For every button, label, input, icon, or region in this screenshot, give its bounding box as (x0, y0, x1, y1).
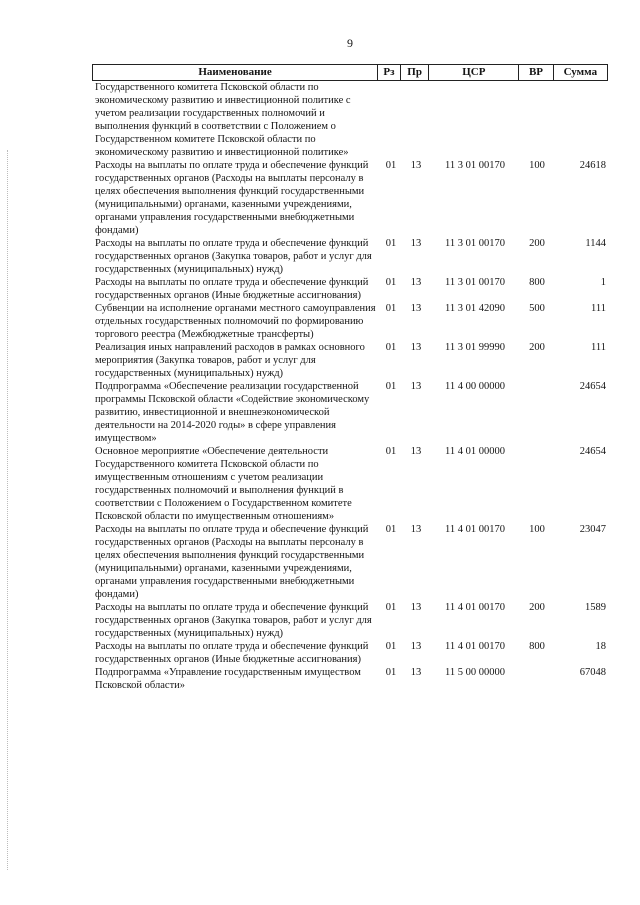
cell-sum: 24654 (579, 381, 606, 392)
cell-pr: 13 (410, 641, 422, 652)
header-rz: Рз (377, 65, 400, 80)
cell-rz: 01 (385, 342, 397, 353)
cell-pr: 13 (410, 342, 422, 353)
table-row (92, 302, 608, 341)
cell-pr: 13 (410, 524, 422, 535)
budget-table (92, 64, 608, 692)
cell-name: Расходы на выплаты по оплате труда и обеспечение функций государственных органов (Закупка товаров, работ и услуг для государственных (муниципальных) нужд) (95, 602, 372, 639)
cell-rz (380, 81, 402, 159)
cell-rz: 01 (385, 602, 397, 613)
cell-sum: 24654 (579, 446, 606, 457)
cell-name: Расходы на выплаты по оплате труда и обеспечение функций государственных органов (Расходы на выплаты персоналу в целях обеспечения выполнения функций государственными (муниципальными) органами, казенными учреждениями, органами управления государственными внебюджетными фондами) (95, 160, 369, 236)
cell-rz: 01 (385, 160, 397, 171)
cell-csr: 11 4 01 00000 (445, 446, 505, 457)
header-pr: Пр (400, 65, 429, 80)
cell-csr: 11 3 01 00170 (445, 277, 505, 288)
cell-pr: 13 (410, 446, 422, 457)
cell-sum: 111 (591, 342, 606, 353)
cell-name: Расходы на выплаты по оплате труда и обеспечение функций государственных органов (Закупка товаров, работ и услуг для государственных (муниципальных) нужд) (95, 238, 372, 275)
cell-vr: 800 (529, 641, 545, 652)
page-number: 9 (347, 36, 353, 50)
cell-name: Основное мероприятие «Обеспечение деятельности Государственного комитета Псковской области по имущественным отношениям с учетом реализации государственных полномочий и выполнения функций в соответствии с Положением о Государственном комитете Псковской области по имущественным отношениям» (95, 446, 352, 522)
table-row (92, 640, 608, 666)
cell-sum (554, 81, 608, 159)
cell-name: Расходы на выплаты по оплате труда и обеспечение функций государственных органов (Иные бюджетные ассигнования) (95, 277, 369, 301)
table-row (92, 445, 608, 523)
table-row (92, 601, 608, 640)
cell-sum: 1 (600, 277, 606, 288)
table-row (92, 81, 608, 159)
cell-vr: 100 (529, 160, 545, 171)
table-row (92, 276, 608, 302)
cell-csr: 11 4 00 00000 (445, 381, 505, 392)
cell-pr: 13 (410, 238, 422, 249)
cell-pr (402, 81, 430, 159)
cell-name: Субвенции на исполнение органами местного самоуправления отдельных государственных полномочий по формированию торгового реестра (Межбюджетные трансферты) (95, 303, 376, 340)
header-name: Наименование (198, 66, 272, 78)
cell-vr (520, 81, 554, 159)
cell-sum: 111 (591, 303, 606, 314)
cell-vr: 500 (529, 303, 545, 314)
cell-vr: 100 (529, 524, 545, 535)
cell-csr: 11 4 01 00170 (445, 602, 505, 613)
cell-pr: 13 (410, 303, 422, 314)
table-row (92, 341, 608, 380)
cell-vr: 200 (529, 602, 545, 613)
table-row (92, 523, 608, 601)
table-body (92, 81, 608, 692)
cell-sum: 1589 (585, 602, 606, 613)
cell-csr: 11 4 01 00170 (445, 524, 505, 535)
cell-rz: 01 (385, 277, 397, 288)
cell-sum: 23047 (579, 524, 606, 535)
cell-pr: 13 (410, 381, 422, 392)
table-header (92, 64, 608, 81)
cell-pr: 13 (410, 667, 422, 678)
cell-rz: 01 (385, 381, 397, 392)
cell-pr: 13 (410, 277, 422, 288)
cell-name: Расходы на выплаты по оплате труда и обеспечение функций государственных органов (Иные бюджетные ассигнования) (95, 641, 369, 665)
cell-name: Расходы на выплаты по оплате труда и обеспечение функций государственных органов (Расходы на выплаты персоналу в целях обеспечения выполнения функций государственными (муниципальными) органами, казенными учреждениями, органами управления государственными внебюджетными фондами) (95, 524, 369, 600)
table-row (92, 159, 608, 237)
cell-csr: 11 3 01 99990 (445, 342, 505, 353)
cell-sum: 67048 (579, 667, 606, 678)
cell-name: Реализация иных направлений расходов в рамках основного мероприятия (Закупка товаров, работ и услуг для государственных (муниципальных) нужд) (95, 342, 365, 379)
cell-vr (520, 666, 554, 692)
cell-rz: 01 (385, 524, 397, 535)
table-row (92, 380, 608, 445)
table-row (92, 237, 608, 276)
header-vr: ВР (518, 65, 553, 80)
cell-csr: 11 3 01 00170 (445, 160, 505, 171)
cell-name: Подпрограмма «Обеспечение реализации государственной программы Псковской области «Содействие экономическому развитию, инвестиционной и внешнеэкономической деятельности на 2014-2020 годы» в сфере управления имуществом» (95, 381, 370, 444)
cell-sum: 18 (595, 641, 606, 652)
cell-csr: 11 3 01 42090 (445, 303, 505, 314)
scan-edge (7, 150, 9, 870)
cell-pr: 13 (410, 602, 422, 613)
cell-vr: 200 (529, 238, 545, 249)
cell-pr: 13 (410, 160, 422, 171)
cell-rz: 01 (385, 641, 397, 652)
cell-vr: 200 (529, 342, 545, 353)
header-sum: Сумма (553, 65, 607, 80)
cell-name: Подпрограмма «Управление государственным имуществом Псковской области» (95, 667, 361, 691)
table-row (92, 666, 608, 692)
cell-name: Государственного комитета Псковской области по экономическому развитию и инвестиционной политике с учетом реализации государственных полномочий и выполнения функций в соответствии с Положением о Государственном комитете Псковской области по экономическому развитию и инвестиционной политике» (95, 82, 351, 158)
cell-sum: 24618 (579, 160, 606, 171)
cell-rz: 01 (385, 303, 397, 314)
cell-vr (520, 445, 554, 523)
cell-csr: 11 5 00 00000 (445, 667, 505, 678)
cell-rz: 01 (385, 446, 397, 457)
cell-csr: 11 3 01 00170 (445, 238, 505, 249)
cell-sum: 1144 (585, 238, 606, 249)
header-csr: ЦСР (428, 65, 518, 80)
cell-vr: 800 (529, 277, 545, 288)
cell-vr (520, 380, 554, 445)
cell-rz: 01 (385, 667, 397, 678)
cell-csr: 11 4 01 00170 (445, 641, 505, 652)
cell-csr (430, 81, 520, 159)
cell-rz: 01 (385, 238, 397, 249)
